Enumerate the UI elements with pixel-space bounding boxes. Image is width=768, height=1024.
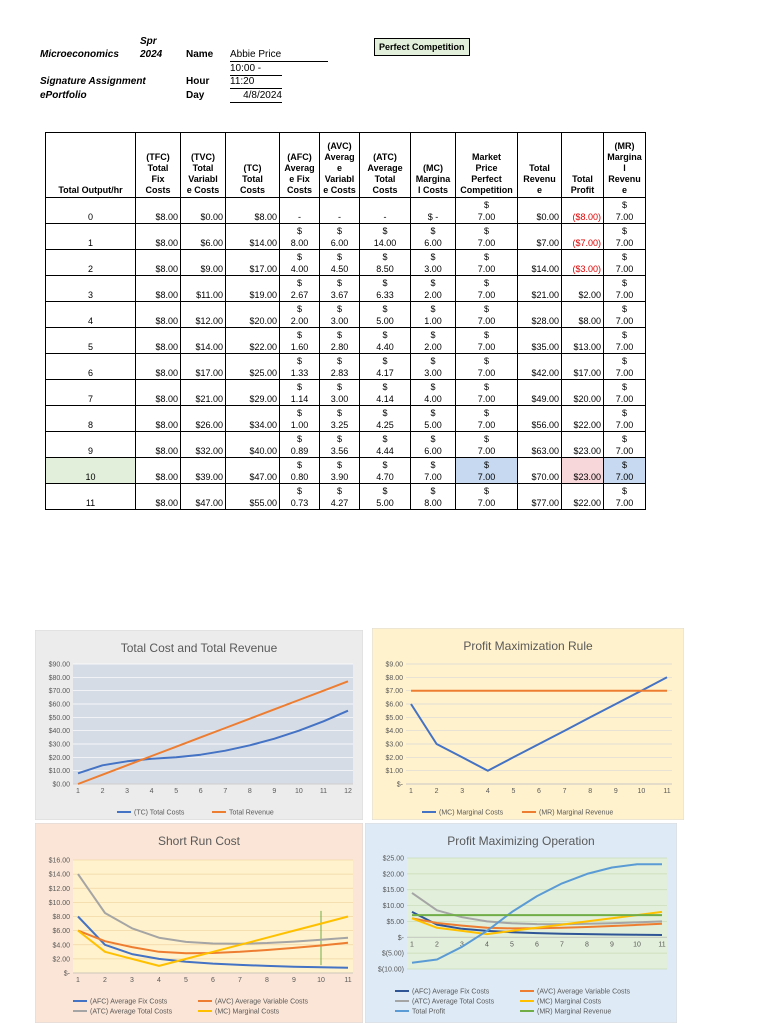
table-body [46,198,646,510]
table-cell: $8.00 [136,250,181,276]
table-row [46,302,646,328]
legend-label: (AVC) Average Variable Costs [537,988,630,996]
y-tick-label: $14.00 [48,871,70,879]
table-cell: $13.00 [562,328,604,354]
table-row [46,458,646,484]
x-tick-label: 4 [485,941,489,949]
hour-line-2: 11:20 [230,76,282,89]
table-cell: $8.00 [136,276,181,302]
table-cell: ($8.00) [562,198,604,224]
legend-label: (TC) Total Costs [134,809,185,817]
table-cell: $ 7.00 [456,432,518,458]
table-cell: $35.00 [518,328,562,354]
table-cell: $21.00 [518,276,562,302]
y-tick-label: $8.00 [52,914,70,921]
table-cell: $14.00 [181,328,226,354]
column-header: Total Revenu e [518,133,562,198]
table-cell: $56.00 [518,406,562,432]
table-cell: $34.00 [226,406,280,432]
table-cell: $63.00 [518,432,562,458]
table-cell: $8.00 [226,198,280,224]
table-cell: $ 4.17 [360,354,411,380]
table-cell: $ 7.00 [604,354,646,380]
x-tick-label: 5 [174,788,179,795]
y-tick-label: $- [396,781,403,789]
chart-title: Profit Maximization Rule [463,639,593,653]
table-cell: $ 7.00 [604,276,646,302]
table-cell: $8.00 [136,484,181,510]
day-label: Day [186,90,205,101]
x-tick-label: 4 [157,977,161,984]
x-tick-label: 5 [511,788,516,795]
y-tick-label: $3.00 [385,741,403,749]
table-cell: $ 1.00 [280,406,320,432]
table-cell: $22.00 [562,406,604,432]
column-header: (AFC) Averag e Fix Costs [280,133,320,198]
x-tick-label: 9 [272,788,277,795]
y-tick-label: $2.00 [385,754,403,762]
table-cell: $11.00 [181,276,226,302]
table-cell: $ 7.00 [456,224,518,250]
table-cell: $ 6.00 [320,224,360,250]
table-cell: $ 7.00 [456,276,518,302]
table-cell: $19.00 [226,276,280,302]
y-tick-label: $16.00 [48,857,70,865]
table-cell: $ 2.00 [411,328,456,354]
y-tick-label: $10.00 [382,903,404,911]
x-tick-label: 1 [410,941,414,949]
column-header: (MC) Margina l Costs [411,133,456,198]
legend-label: (MC) Marginal Costs [537,998,602,1006]
table-cell: $ 3.67 [320,276,360,302]
table-cell: $8.00 [136,198,181,224]
y-tick-label: $- [397,934,404,942]
chart-title: Profit Maximizing Operation [447,834,595,848]
y-tick-label: $20.00 [382,871,404,879]
table-cell: $ 2.00 [411,276,456,302]
table-cell: $ 6.33 [360,276,411,302]
hour-label: Hour [186,76,210,87]
table-row [46,250,646,276]
table-cell: $29.00 [226,380,280,406]
x-tick-label: 12 [344,788,352,795]
x-tick-label: 8 [588,788,593,795]
table-row [46,276,646,302]
y-tick-label: $60.00 [48,701,70,709]
legend-label: (AFC) Average Fix Costs [412,988,490,996]
table-cell: 0 [46,198,136,224]
table-cell: - [360,198,411,224]
table-cell: $ 7.00 [604,406,646,432]
column-header: (ATC) Average Total Costs [360,133,411,198]
y-tick-label: $4.00 [385,728,403,736]
table-cell: $28.00 [518,302,562,328]
table-cell: $ 7.00 [604,302,646,328]
table-cell: $ 7.00 [456,484,518,510]
table-cell: $ 6.00 [411,224,456,250]
table-cell: $ 7.00 [456,380,518,406]
x-tick-label: 3 [460,941,464,949]
y-tick-label: $9.00 [385,661,403,669]
table-cell: $8.00 [136,354,181,380]
y-tick-label: $12.00 [48,885,70,893]
table-cell: $ 7.00 [456,250,518,276]
x-tick-label: 6 [535,941,539,949]
legend-label: Total Profit [412,1008,446,1016]
portfolio-label: ePortfolio [40,90,87,101]
y-tick-label: $(5.00) [381,950,404,958]
x-tick-label: 9 [613,788,618,795]
table-cell: ($7.00) [562,224,604,250]
column-header: Total Profit [562,133,604,198]
y-tick-label: $6.00 [52,928,70,936]
y-tick-label: $1.00 [385,768,403,776]
table-cell: $ 0.80 [280,458,320,484]
table-cell: $ 3.00 [411,250,456,276]
x-tick-label: 9 [610,941,614,949]
x-tick-label: 4 [149,788,154,795]
table-cell: $22.00 [226,328,280,354]
x-tick-label: 1 [76,788,80,795]
x-tick-label: 5 [510,941,514,949]
y-tick-label: $30.00 [48,741,70,749]
table-cell: $ 8.00 [280,224,320,250]
table-cell: $ 1.60 [280,328,320,354]
y-tick-label: $10.00 [48,899,70,907]
table-cell: $ 4.14 [360,380,411,406]
table-cell: $20.00 [226,302,280,328]
table-cell: $14.00 [226,224,280,250]
table-cell: $25.00 [226,354,280,380]
y-tick-label: $- [63,970,70,978]
table-cell: $ 7.00 [456,198,518,224]
y-tick-label: $80.00 [48,674,70,682]
table-cell: $ 7.00 [604,458,646,484]
table-cell: $12.00 [181,302,226,328]
table-cell: $17.00 [562,354,604,380]
chart-short-run-cost [35,823,363,1023]
y-tick-label: $50.00 [48,714,70,722]
table-cell: $77.00 [518,484,562,510]
x-tick-label: 8 [265,977,269,984]
x-tick-label: 10 [317,977,325,984]
table-cell: $70.00 [518,458,562,484]
table-cell: 5 [46,328,136,354]
x-tick-label: 11 [344,977,352,984]
legend-label: (AVC) Average Variable Costs [215,998,308,1006]
table-cell: $ 7.00 [456,354,518,380]
table-row [46,224,646,250]
table-cell: $ 3.00 [320,302,360,328]
table-cell: $ 1.14 [280,380,320,406]
table-cell: $ 2.67 [280,276,320,302]
table-cell: $ 4.00 [411,380,456,406]
legend-label: (ATC) Average Total Costs [90,1008,173,1016]
table-cell: $ 3.25 [320,406,360,432]
table-row [46,354,646,380]
table-cell: $ 3.00 [411,354,456,380]
table-cell: $ 3.56 [320,432,360,458]
x-tick-label: 7 [238,977,242,984]
table-cell: $ 7.00 [456,458,518,484]
legend-label: (MC) Marginal Costs [439,809,504,817]
table-cell: $22.00 [562,484,604,510]
chart-profit-maximization-rule [372,628,684,820]
table-cell: $0.00 [181,198,226,224]
day-value: 4/8/2024 [230,90,282,103]
table-cell: $ - [411,198,456,224]
x-tick-label: 7 [560,941,564,949]
x-tick-label: 3 [130,977,134,984]
course-label: Microeconomics [40,49,119,60]
table-row [46,198,646,224]
x-tick-label: 1 [409,788,413,795]
y-tick-label: $7.00 [385,688,403,696]
table-cell: $9.00 [181,250,226,276]
table-cell: $21.00 [181,380,226,406]
y-tick-label: $5.00 [385,714,403,722]
table-cell: $7.00 [518,224,562,250]
table-cell: $ 7.00 [456,406,518,432]
table-cell: 11 [46,484,136,510]
chart-title: Short Run Cost [157,834,241,848]
x-tick-label: 6 [211,977,215,984]
column-header: (TC) Total Costs [226,133,280,198]
term-line-2: 2024 [140,49,163,60]
table-cell: ($3.00) [562,250,604,276]
column-header: (MR) Margina l Revenu e [604,133,646,198]
table-cell: $ 2.80 [320,328,360,354]
table-cell: $ 8.00 [411,484,456,510]
x-tick-label: 1 [76,977,80,984]
y-tick-label: $4.00 [52,942,70,950]
table-cell: $6.00 [181,224,226,250]
table-cell: $ 4.00 [280,250,320,276]
table-cell: $ 3.90 [320,458,360,484]
table-cell: - [320,198,360,224]
table-row [46,380,646,406]
table-cell: $8.00 [136,458,181,484]
y-tick-label: $5.00 [386,918,404,926]
column-header: (TVC) Total Variabl e Costs [181,133,226,198]
table-cell: 1 [46,224,136,250]
table-cell: $8.00 [136,406,181,432]
table-row [46,328,646,354]
term-line-1: Spr [140,36,157,47]
x-tick-label: 7 [562,788,567,795]
table-cell: $8.00 [136,302,181,328]
table-cell: $17.00 [181,354,226,380]
table-cell: $ 5.00 [360,484,411,510]
y-tick-label: $20.00 [48,754,70,762]
x-tick-label: 8 [247,788,252,795]
table-cell: $ 7.00 [456,328,518,354]
x-tick-label: 2 [103,977,107,984]
table-cell: $ 8.50 [360,250,411,276]
table-cell: 10 [46,458,136,484]
y-tick-label: $90.00 [48,661,70,669]
table-cell: $ 7.00 [604,484,646,510]
table-header-row [46,133,646,198]
table-cell: $ 7.00 [604,224,646,250]
table-cell: $ 4.25 [360,406,411,432]
table-cell: $8.00 [136,328,181,354]
column-header: Market Price Perfect Competition [456,133,518,198]
x-tick-label: 2 [100,788,105,795]
legend-label: (ATC) Average Total Costs [412,998,495,1006]
legend-label: Total Revenue [229,809,274,817]
table-cell: $ 4.40 [360,328,411,354]
table-cell: $23.00 [562,458,604,484]
x-tick-label: 6 [198,788,203,795]
table-cell: 4 [46,302,136,328]
x-tick-label: 3 [125,788,130,795]
table-cell: 7 [46,380,136,406]
table-cell: $ 3.00 [320,380,360,406]
table-cell: $ 2.83 [320,354,360,380]
y-tick-label: $70.00 [48,688,70,696]
y-tick-label: $8.00 [385,674,403,682]
name-label: Name [186,49,214,60]
x-tick-label: 2 [435,941,439,949]
table-cell: $8.00 [136,224,181,250]
name-value: Abbie Price [230,49,328,62]
table-cell: $47.00 [181,484,226,510]
table-cell: $ 1.33 [280,354,320,380]
table-cell: $ 4.44 [360,432,411,458]
table-cell: $2.00 [562,276,604,302]
table-cell: 2 [46,250,136,276]
x-tick-label: 11 [658,941,666,949]
table-cell: $ 7.00 [604,432,646,458]
table-cell: 8 [46,406,136,432]
x-tick-label: 6 [537,788,541,795]
y-tick-label: $25.00 [382,855,404,863]
table-cell: $ 5.00 [411,406,456,432]
chart-total-cost-revenue [35,630,363,820]
cost-table [45,132,646,510]
table-cell: $55.00 [226,484,280,510]
table-cell: $23.00 [562,432,604,458]
table-cell: $49.00 [518,380,562,406]
table-cell: $ 2.00 [280,302,320,328]
table-cell: $ 7.00 [411,458,456,484]
x-tick-label: 9 [292,977,296,984]
y-tick-label: $(10.00) [377,966,404,974]
table-cell: $ 14.00 [360,224,411,250]
x-tick-label: 3 [460,788,465,795]
table-cell: $39.00 [181,458,226,484]
table-cell: $ 4.50 [320,250,360,276]
y-tick-label: $15.00 [382,887,404,895]
y-tick-label: $40.00 [48,728,70,736]
x-tick-label: 7 [223,788,228,795]
hour-line-1: 10:00 - [230,63,282,76]
table-cell: $8.00 [562,302,604,328]
table-cell: $ 0.73 [280,484,320,510]
table-cell: $0.00 [518,198,562,224]
table-cell: 3 [46,276,136,302]
table-cell: $ 1.00 [411,302,456,328]
y-tick-label: $0.00 [52,781,70,789]
table-cell: $ 7.00 [604,198,646,224]
y-tick-label: $2.00 [52,956,70,964]
table-row [46,484,646,510]
table-cell: 6 [46,354,136,380]
x-tick-label: 11 [663,788,671,795]
y-tick-label: $10.00 [48,768,70,776]
legend-label: (AFC) Average Fix Costs [90,998,168,1006]
table-cell: $17.00 [226,250,280,276]
table-cell: $47.00 [226,458,280,484]
chart-profit-maximizing-operation [365,823,677,1023]
plot-area [73,664,353,784]
table-cell: $ 4.70 [360,458,411,484]
x-tick-label: 10 [633,941,641,949]
table-cell: 9 [46,432,136,458]
table-cell: $ 6.00 [411,432,456,458]
x-tick-label: 2 [434,788,439,795]
table-cell: $ 7.00 [604,328,646,354]
assignment-label: Signature Assignment [40,76,146,87]
table-cell: $ 5.00 [360,302,411,328]
market-structure-box: Perfect Competition [374,38,470,56]
table-cell: $14.00 [518,250,562,276]
x-tick-label: 10 [295,788,303,795]
x-tick-label: 5 [184,977,188,984]
x-tick-label: 11 [319,788,328,795]
legend-label: (MR) Marginal Revenue [537,1008,612,1016]
table-cell: $8.00 [136,380,181,406]
table-cell: $40.00 [226,432,280,458]
table-cell: $20.00 [562,380,604,406]
table-cell: $ 7.00 [604,250,646,276]
table-cell: $ 7.00 [604,380,646,406]
column-header: Total Output/hr [46,133,136,198]
table-cell: $ 4.27 [320,484,360,510]
x-tick-label: 4 [485,788,490,795]
x-tick-label: 8 [585,941,589,949]
table-cell: $26.00 [181,406,226,432]
table-row [46,406,646,432]
y-tick-label: $6.00 [385,701,403,709]
table-cell: $ 7.00 [456,302,518,328]
table-cell: $32.00 [181,432,226,458]
legend-label: (MR) Marginal Revenue [539,809,614,817]
column-header: (AVC) Averag e Variabl e Costs [320,133,360,198]
column-header: (TFC) Total Fix Costs [136,133,181,198]
table-cell: $ 0.89 [280,432,320,458]
table-cell: $42.00 [518,354,562,380]
table-cell: - [280,198,320,224]
table-row [46,432,646,458]
legend-label: (MC) Marginal Costs [215,1008,280,1016]
chart-title: Total Cost and Total Revenue [120,641,278,655]
table-cell: $8.00 [136,432,181,458]
x-tick-label: 10 [637,788,646,795]
